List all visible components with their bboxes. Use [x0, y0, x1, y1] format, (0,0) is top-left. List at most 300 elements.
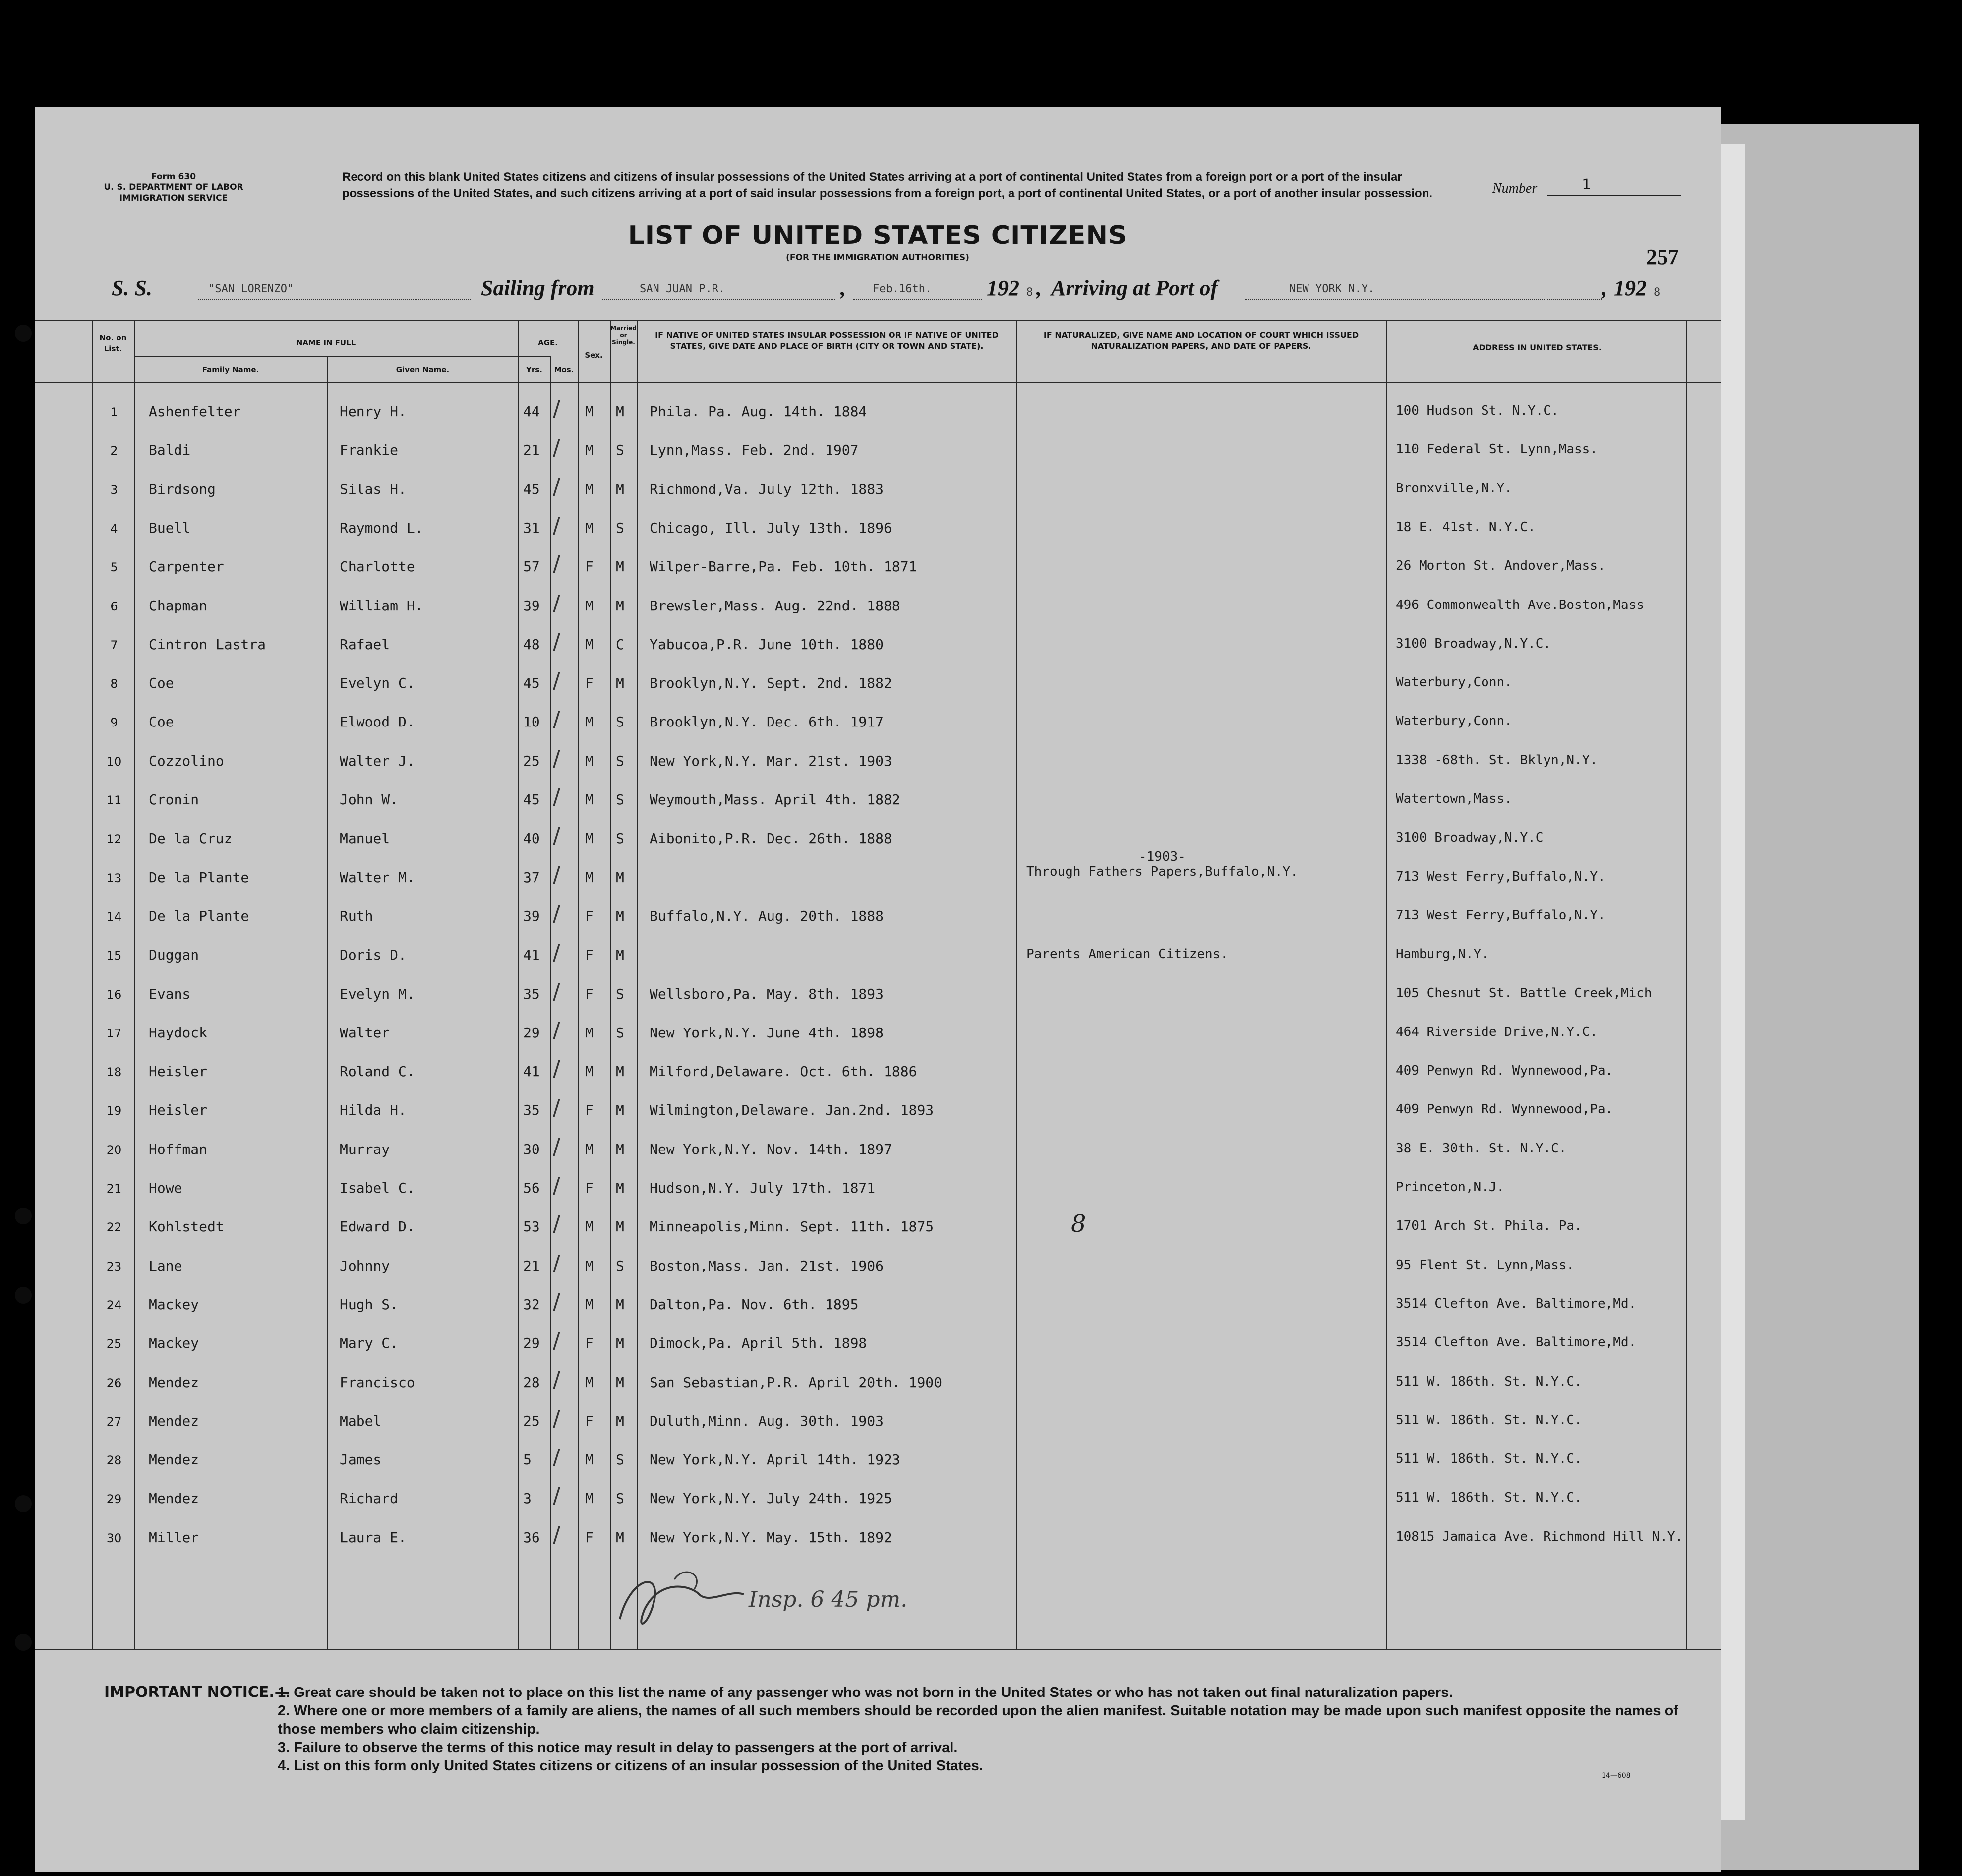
age-years: 40: [523, 830, 540, 847]
marital-status: S: [616, 1490, 624, 1507]
marital-status: M: [616, 403, 624, 420]
row-number: 16: [106, 988, 122, 1002]
header-divider: [35, 382, 1721, 383]
marital-status: S: [616, 791, 624, 808]
number-value: 1: [1582, 176, 1591, 193]
marital-status: S: [616, 1258, 624, 1274]
marital-status: M: [616, 1374, 624, 1391]
birth-place-date: Wellsboro,Pa. May. 8th. 1893: [650, 986, 884, 1002]
age-years: 57: [523, 558, 540, 575]
address: 409 Penwyn Rd. Wynnewood,Pa.: [1396, 1063, 1613, 1078]
check-mark-icon: /: [553, 823, 560, 848]
given-name: Mary C.: [340, 1335, 399, 1351]
col-divider: [1016, 320, 1017, 1649]
family-name: Mendez: [149, 1452, 199, 1468]
table-bottom-border: [35, 1649, 1721, 1650]
address: 713 West Ferry,Buffalo,N.Y.: [1396, 869, 1605, 884]
family-name: Ashenfelter: [149, 403, 241, 420]
row-number: 15: [106, 949, 122, 963]
given-name: Rafael: [340, 636, 390, 653]
address: 511 W. 186th. St. N.Y.C.: [1396, 1490, 1582, 1505]
age-years: 53: [523, 1218, 540, 1235]
given-name: Henry H.: [340, 403, 407, 420]
address: 409 Penwyn Rd. Wynnewood,Pa.: [1396, 1102, 1613, 1117]
sex: F: [585, 1335, 594, 1351]
sex: F: [585, 908, 594, 924]
check-mark-icon: /: [553, 1211, 560, 1237]
age-years: 3: [523, 1490, 532, 1507]
age-years: 5: [523, 1452, 532, 1468]
family-name: Buell: [149, 520, 191, 536]
birth-place-date: Richmond,Va. July 12th. 1883: [650, 481, 884, 497]
col-divider: [92, 320, 93, 1649]
given-name: James: [340, 1452, 382, 1468]
sex: F: [585, 1180, 594, 1196]
row-number: 22: [106, 1220, 122, 1234]
given-name: Francisco: [340, 1374, 415, 1391]
birth-place-date: San Sebastian,P.R. April 20th. 1900: [650, 1374, 943, 1391]
birth-place-date: Dalton,Pa. Nov. 6th. 1895: [650, 1296, 859, 1313]
sailing-year-prefix: 192: [987, 276, 1019, 300]
binder-hole: [15, 1634, 32, 1651]
header-birth: IF NATIVE OF UNITED STATES INSULAR POSSESSION OR IF NATIVE OF UNITED STATES, GIVE DATE AND PLACE OF BIRTH (CITY OR TOWN AND STATE).: [655, 330, 999, 351]
check-mark-icon: /: [553, 901, 560, 926]
address: 18 E. 41st. N.Y.C.: [1396, 520, 1536, 535]
sex: M: [585, 1374, 594, 1391]
birth-place-date: New York,N.Y. May. 15th. 1892: [650, 1529, 892, 1546]
age-years: 45: [523, 791, 540, 808]
age-years: 39: [523, 598, 540, 614]
birth-place-date: Wilmington,Delaware. Jan.2nd. 1893: [650, 1102, 934, 1118]
age-years: 35: [523, 1102, 540, 1118]
check-mark-icon: /: [553, 591, 560, 616]
row-number: 2: [110, 444, 118, 458]
marital-status: M: [616, 1335, 624, 1351]
family-name: Heisler: [149, 1102, 208, 1118]
sex: F: [585, 1529, 594, 1546]
marital-status: S: [616, 714, 624, 730]
ship-name: "SAN LORENZO": [208, 283, 294, 295]
birth-place-date: Weymouth,Mass. April 4th. 1882: [650, 791, 900, 808]
department-name: U. S. DEPARTMENT OF LABOR: [104, 182, 243, 192]
age-years: 10: [523, 714, 540, 730]
sex: M: [585, 1490, 594, 1507]
marital-status: C: [616, 636, 624, 653]
family-name: Howe: [149, 1180, 182, 1196]
birth-place-date: Dimock,Pa. April 5th. 1898: [650, 1335, 867, 1351]
address: 3514 Clefton Ave. Baltimore,Md.: [1396, 1296, 1637, 1311]
birth-place-date: Phila. Pa. Aug. 14th. 1884: [650, 403, 867, 420]
check-mark-icon: /: [553, 551, 560, 577]
given-name: Walter: [340, 1025, 390, 1041]
age-years: 21: [523, 442, 540, 458]
family-name: Coe: [149, 675, 174, 691]
birth-place-date: Brooklyn,N.Y. Sept. 2nd. 1882: [650, 675, 892, 691]
form-identifier: [69, 171, 278, 204]
check-mark-icon: /: [553, 1406, 560, 1431]
marital-status: M: [616, 1413, 624, 1429]
check-mark-icon: /: [553, 862, 560, 888]
marital-status: M: [616, 1529, 624, 1546]
comma: ,: [1602, 276, 1607, 300]
age-years: 29: [523, 1025, 540, 1041]
sex: M: [585, 830, 594, 847]
row-number: 14: [106, 910, 122, 924]
age-years: 35: [523, 986, 540, 1002]
address: 110 Federal St. Lynn,Mass.: [1396, 442, 1598, 457]
row-number: 28: [106, 1453, 122, 1467]
address: 511 W. 186th. St. N.Y.C.: [1396, 1374, 1582, 1389]
marital-status: M: [616, 1218, 624, 1235]
col-divider: [1386, 320, 1387, 1649]
header-no-on-list: No. on List.: [99, 333, 127, 353]
row-number: 26: [106, 1376, 122, 1390]
row-number: 24: [106, 1298, 122, 1312]
address: 3514 Clefton Ave. Baltimore,Md.: [1396, 1335, 1637, 1350]
birth-place-date: Aibonito,P.R. Dec. 26th. 1888: [650, 830, 892, 847]
row-number: 6: [110, 600, 118, 613]
sex: M: [585, 1296, 594, 1313]
form-number: Form 630: [151, 172, 196, 182]
marital-status: M: [616, 1180, 624, 1196]
family-name: Birdsong: [149, 481, 216, 497]
birth-place-date: New York,N.Y. July 24th. 1925: [650, 1490, 892, 1507]
family-name: Carpenter: [149, 558, 224, 575]
sex: M: [585, 791, 594, 808]
marital-status: M: [616, 1102, 624, 1118]
birth-place-date: Hudson,N.Y. July 17th. 1871: [650, 1180, 876, 1196]
sex: M: [585, 753, 594, 769]
given-name: Evelyn M.: [340, 986, 415, 1002]
sex: M: [585, 1258, 594, 1274]
given-name: Richard: [340, 1490, 399, 1507]
address: 1701 Arch St. Phila. Pa.: [1396, 1218, 1582, 1233]
check-mark-icon: /: [553, 1522, 560, 1548]
family-name: Lane: [149, 1258, 182, 1274]
given-name: Frankie: [340, 442, 399, 458]
age-years: 45: [523, 481, 540, 497]
header-family-name: Family Name.: [202, 365, 259, 374]
header-given-name: Given Name.: [396, 365, 450, 374]
notice-item: 3. Failure to observe the terms of this notice may result in delay to passengers at the port of arrival.: [278, 1740, 958, 1755]
check-mark-icon: /: [553, 1251, 560, 1276]
age-years: 41: [523, 1063, 540, 1080]
address: 26 Morton St. Andover,Mass.: [1396, 558, 1605, 573]
service-name: IMMIGRATION SERVICE: [119, 193, 228, 203]
marital-status: S: [616, 1452, 624, 1468]
sailing-date: Feb.16th.: [873, 283, 932, 295]
family-name: De la Plante: [149, 908, 249, 924]
col-divider: [610, 320, 611, 1649]
col-divider: [637, 320, 638, 1649]
birth-place-date: Chicago, Ill. July 13th. 1896: [650, 520, 892, 536]
marital-status: M: [616, 1063, 624, 1080]
family-name: Hoffman: [149, 1141, 208, 1157]
age-years: 30: [523, 1141, 540, 1157]
given-name: Manuel: [340, 830, 390, 847]
given-name: Elwood D.: [340, 714, 415, 730]
notice-list: [278, 1684, 1691, 1775]
family-name: Cintron Lastra: [149, 636, 266, 653]
given-name: Edward D.: [340, 1218, 415, 1235]
header-age: AGE.: [538, 338, 558, 347]
comma: ,: [1036, 276, 1042, 300]
check-mark-icon: /: [553, 1056, 560, 1082]
given-name: Evelyn C.: [340, 675, 415, 691]
sex: M: [585, 869, 594, 886]
sex: M: [585, 1025, 594, 1041]
arriving-label: Arriving at Port of: [1051, 276, 1218, 300]
given-name: Murray: [340, 1141, 390, 1157]
record-instructions: Record on this blank United States citizens and citizens of insular possessions of the United States arriving at a port of continental United States from a foreign port or a port of the insular possessions of the United States, and such citizens arriving at a port of said insular possessions from a foreign port, a port of continental United States, or a port of another insular possession.: [342, 170, 1433, 200]
birth-place-date: Minneapolis,Minn. Sept. 11th. 1875: [650, 1218, 934, 1235]
row-number: 17: [106, 1027, 122, 1040]
age-years: 25: [523, 1413, 540, 1429]
address: 464 Riverside Drive,N.Y.C.: [1396, 1025, 1598, 1039]
row-number: 20: [106, 1143, 122, 1157]
check-mark-icon: /: [553, 746, 560, 771]
header-sex: Sex.: [585, 351, 603, 360]
given-name: Walter J.: [340, 753, 415, 769]
family-name: Coe: [149, 714, 174, 730]
age-years: 48: [523, 636, 540, 653]
address: Waterbury,Conn.: [1396, 714, 1512, 728]
given-name: Johnny: [340, 1258, 390, 1274]
row-number: 3: [110, 483, 118, 497]
sailing-port: SAN JUAN P.R.: [640, 283, 725, 295]
age-years: 36: [523, 1529, 540, 1546]
family-name: Chapman: [149, 598, 208, 614]
row-number: 10: [106, 755, 122, 769]
check-mark-icon: /: [553, 1328, 560, 1353]
binder-hole: [15, 1208, 32, 1224]
row-number: 8: [110, 677, 118, 691]
row-number: 25: [106, 1337, 122, 1351]
ss-label: S. S.: [112, 276, 152, 300]
marital-status: S: [616, 753, 624, 769]
header-mos: Mos.: [554, 365, 574, 374]
sex: F: [585, 675, 594, 691]
arriving-port: NEW YORK N.Y.: [1289, 283, 1375, 295]
binder-hole: [15, 325, 32, 342]
address: 1338 -68th. St. Bklyn,N.Y.: [1396, 753, 1598, 768]
number-underline: [1547, 195, 1681, 196]
marital-status: M: [616, 908, 624, 924]
check-mark-icon: /: [553, 1367, 560, 1392]
check-mark-icon: /: [553, 396, 560, 422]
address: 3100 Broadway,N.Y.C: [1396, 830, 1544, 845]
family-name: Miller: [149, 1529, 199, 1546]
naturalization-info: Parents American Citizens.: [1026, 947, 1228, 962]
header-name-in-full: NAME IN FULL: [296, 338, 356, 347]
given-name: Roland C.: [340, 1063, 415, 1080]
address: 511 W. 186th. St. N.Y.C.: [1396, 1452, 1582, 1466]
sex: M: [585, 598, 594, 614]
row-number: 30: [106, 1531, 122, 1545]
sex: M: [585, 403, 594, 420]
col-divider: [1686, 320, 1687, 1649]
sex: M: [585, 714, 594, 730]
birth-place-date: New York,N.Y. Nov. 14th. 1897: [650, 1141, 892, 1157]
signature-text: Insp. 6 45 pm.: [749, 1587, 908, 1612]
family-name: Baldi: [149, 442, 191, 458]
check-mark-icon: /: [553, 1483, 560, 1509]
row-number: 29: [106, 1492, 122, 1506]
family-name: Haydock: [149, 1025, 208, 1041]
family-name: Duggan: [149, 947, 199, 963]
given-name: Isabel C.: [340, 1180, 415, 1196]
row-number: 18: [106, 1065, 122, 1079]
header-yrs: Yrs.: [526, 365, 542, 374]
row-number: 9: [110, 716, 118, 729]
address: 105 Chesnut St. Battle Creek,Mich: [1396, 986, 1652, 1001]
family-name: Heisler: [149, 1063, 208, 1080]
sex: M: [585, 442, 594, 458]
age-years: 37: [523, 869, 540, 886]
given-name: William H.: [340, 598, 423, 614]
row-number: 13: [106, 871, 122, 885]
address: 713 West Ferry,Buffalo,N.Y.: [1396, 908, 1605, 923]
marital-status: M: [616, 558, 624, 575]
birth-place-date: Brewsler,Mass. Aug. 22nd. 1888: [650, 598, 900, 614]
age-years: 31: [523, 520, 540, 536]
age-years: 39: [523, 908, 540, 924]
address: 511 W. 186th. St. N.Y.C.: [1396, 1413, 1582, 1428]
row-number: 23: [106, 1260, 122, 1273]
check-mark-icon: /: [553, 785, 560, 810]
annotation-mark: 8: [1071, 1210, 1086, 1238]
form-code: 14—608: [1602, 1772, 1631, 1780]
family-name: Evans: [149, 986, 191, 1002]
row-number: 11: [106, 793, 122, 807]
sex: M: [585, 1218, 594, 1235]
row-number: 19: [106, 1104, 122, 1118]
family-name: De la Plante: [149, 869, 249, 886]
birth-place-date: New York,N.Y. April 14th. 1923: [650, 1452, 900, 1468]
given-name: Charlotte: [340, 558, 415, 575]
given-name: Ruth: [340, 908, 373, 924]
check-mark-icon: /: [553, 1018, 560, 1043]
birth-place-date: Boston,Mass. Jan. 21st. 1906: [650, 1258, 884, 1274]
form-subtitle: (FOR THE IMMIGRATION AUTHORITIES): [786, 253, 969, 263]
given-name: John W.: [340, 791, 399, 808]
check-mark-icon: /: [553, 668, 560, 693]
col-divider: [578, 320, 579, 1649]
address: Bronxville,N.Y.: [1396, 481, 1512, 496]
marital-status: M: [616, 675, 624, 691]
name-subheader-divider: [134, 356, 550, 357]
comma: ,: [840, 276, 846, 300]
row-number: 1: [110, 405, 118, 419]
family-name: Kohlstedt: [149, 1218, 224, 1235]
family-name: Mendez: [149, 1413, 199, 1429]
col-divider: [327, 356, 328, 1649]
address: 95 Flent St. Lynn,Mass.: [1396, 1258, 1575, 1272]
address: 38 E. 30th. St. N.Y.C.: [1396, 1141, 1567, 1156]
family-name: Cronin: [149, 791, 199, 808]
check-mark-icon: /: [553, 1173, 560, 1198]
given-name: Silas H.: [340, 481, 407, 497]
address: Waterbury,Conn.: [1396, 675, 1512, 690]
check-mark-icon: /: [553, 629, 560, 655]
row-number: 27: [106, 1415, 122, 1429]
marital-status: S: [616, 986, 624, 1002]
marital-status: M: [616, 1296, 624, 1313]
sailing-from-label: Sailing from: [481, 276, 595, 300]
sex: F: [585, 1102, 594, 1118]
check-mark-icon: /: [553, 1289, 560, 1315]
age-years: 28: [523, 1374, 540, 1391]
binder-hole: [15, 1287, 32, 1304]
given-name: Mabel: [340, 1413, 382, 1429]
ship-line: [198, 299, 471, 300]
sex: F: [585, 558, 594, 575]
sex: M: [585, 636, 594, 653]
notice-item: 1. Great care should be taken not to place on this list the name of any passenger who was not born in the United States or who has not taken out final naturalization papers.: [278, 1685, 1453, 1700]
family-name: Mackey: [149, 1296, 199, 1313]
sailing-date-line: [853, 299, 982, 300]
row-number: 7: [110, 638, 118, 652]
marital-status: M: [616, 869, 624, 886]
col-divider: [550, 356, 551, 1649]
address: Watertown,Mass.: [1396, 791, 1512, 806]
given-name: Laura E.: [340, 1529, 407, 1546]
form-title: LIST OF UNITED STATES CITIZENS: [628, 221, 1128, 250]
row-number: 21: [106, 1182, 122, 1196]
age-years: 56: [523, 1180, 540, 1196]
page-number: 257: [1646, 245, 1679, 269]
address: 10815 Jamaica Ave. Richmond Hill N.Y.: [1396, 1529, 1683, 1544]
check-mark-icon: /: [553, 474, 560, 499]
sex: M: [585, 1141, 594, 1157]
check-mark-icon: /: [553, 435, 560, 460]
birth-place-date: Milford,Delaware. Oct. 6th. 1886: [650, 1063, 917, 1080]
address: Hamburg,N.Y.: [1396, 947, 1489, 962]
notice-item: 2. Where one or more members of a family are aliens, the names of all such members should be recorded upon the alien manifest. Suitable notation may be made upon such manifest opposite the names of those members who claim citizenship.: [278, 1703, 1678, 1737]
birth-place-date: Buffalo,N.Y. Aug. 20th. 1888: [650, 908, 884, 924]
table-top-border: [35, 320, 1721, 321]
check-mark-icon: /: [553, 707, 560, 732]
age-years: 44: [523, 403, 540, 420]
arriving-year-prefix: 192: [1614, 276, 1647, 300]
sailing-port-line: [602, 299, 835, 300]
sex: M: [585, 1452, 594, 1468]
check-mark-icon: /: [553, 979, 560, 1004]
arriving-year-digit: 8: [1654, 286, 1661, 299]
header-married-single: Married or Single.: [610, 325, 637, 346]
row-number: 5: [110, 560, 118, 574]
birth-place-date: Lynn,Mass. Feb. 2nd. 1907: [650, 442, 859, 458]
address: Princeton,N.J.: [1396, 1180, 1505, 1195]
marital-status: S: [616, 520, 624, 536]
manifest-page: [35, 107, 1721, 1872]
check-mark-icon: /: [553, 513, 560, 538]
sex: M: [585, 520, 594, 536]
age-years: 45: [523, 675, 540, 691]
given-name: Hugh S.: [340, 1296, 399, 1313]
birth-place-date: New York,N.Y. June 4th. 1898: [650, 1025, 884, 1041]
number-label: Number: [1492, 181, 1538, 196]
birth-place-date: Wilper-Barre,Pa. Feb. 10th. 1871: [650, 558, 917, 575]
sex: M: [585, 481, 594, 497]
birth-place-date: Duluth,Minn. Aug. 30th. 1903: [650, 1413, 884, 1429]
marital-status: M: [616, 481, 624, 497]
marital-status: M: [616, 947, 624, 963]
notice-item: 4. List on this form only United States citizens or citizens of an insular possession of the United States.: [278, 1758, 983, 1774]
check-mark-icon: /: [553, 1134, 560, 1159]
check-mark-icon: /: [553, 1095, 560, 1120]
family-name: Cozzolino: [149, 753, 224, 769]
